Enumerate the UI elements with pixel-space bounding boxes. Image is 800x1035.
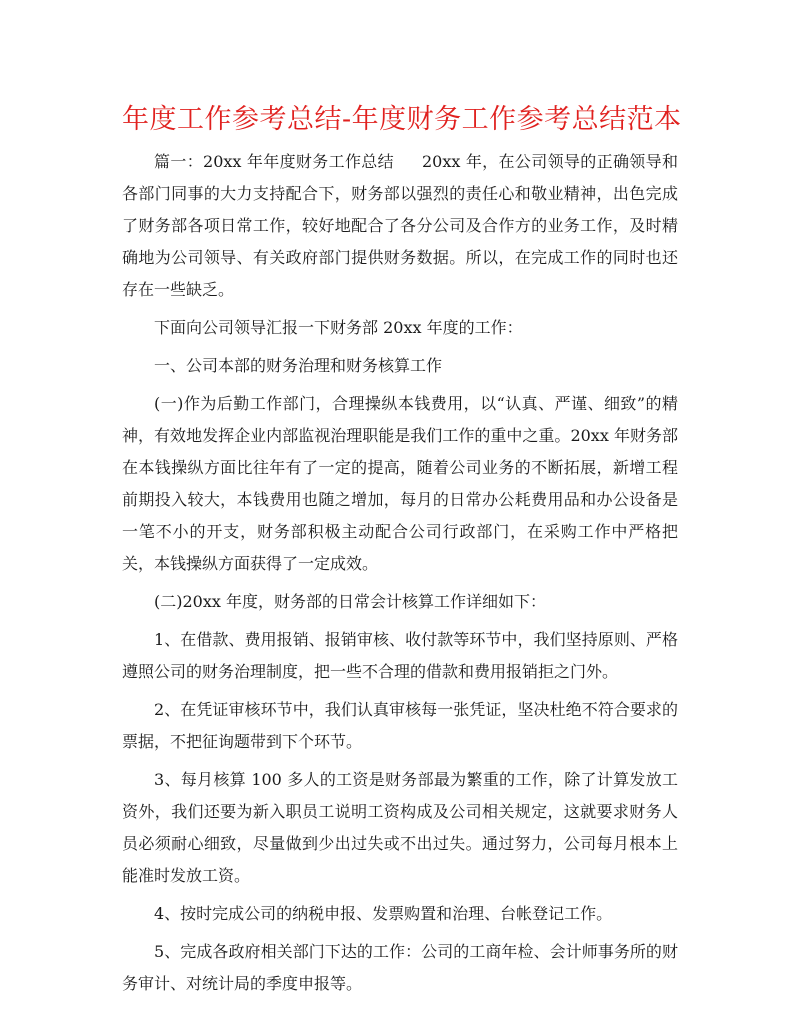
paragraph-report-intro: 下面向公司领导汇报一下财务部 20xx 年度的工作：: [154, 318, 523, 337]
list-item-5: 5、完成各政府相关部门下达的工作：公司的工商年检、会计师事务所的财务审计、对统计局的季度申报等。: [122, 942, 678, 993]
section-heading-1: 一、公司本部的财务治理和财务核算工作: [154, 356, 443, 375]
paragraph-accounting-intro: (二)20xx 年度，财务部的日常会计核算工作详细如下：: [154, 592, 546, 611]
document-page: [122, 100, 682, 1006]
paragraph-cost-control: (一)作为后勤工作部门，合理操纵本钱费用，以“认真、严谨、细致”的精神，有效地发挥企业内部监视治理职能是我们工作的重中之重。20xx 年财务部在本钱操纵方面比往年有了一定的提高，随着公司业务的不断拓展，新增工程前期投入较大，本钱费用也随之增加，每月的日常办公耗费用品和办公设备是一笔不小的开支，财务部积极主动配合公司行政部门，在采购工作中严格把关，本钱操纵方面获得了一定成效。: [122, 394, 678, 573]
list-item-1: 1、在借款、费用报销、报销审核、收付款等环节中，我们坚持原则、严格遵照公司的财务治理制度，把一些不合理的借款和费用报销拒之门外。: [122, 630, 678, 681]
intro-text: 20xx 年，在公司领导的正确领导和各部门同事的大力支持配合下，财务部以强烈的责任心和敬业精神，出色完成了财务部各项日常工作，较好地配合了各分公司及合作方的业务工作，及时精确地为公司领导、有关政府部门提供财务数据。所以，在完成工作的同时也还存在一些缺乏。: [122, 152, 678, 299]
list-item-3: 3、每月核算 100 多人的工资是财务部最为繁重的工作，除了计算发放工资外，我们还要为新入职员工说明工资构成及公司相关规定，这就要求财务人员必须耐心细致，尽量做到少出过失或不出过失。通过努力，公司每月根本上能准时发放工资。: [122, 770, 678, 885]
intro-lead: 篇一：20xx 年年度财务工作总结: [154, 152, 394, 171]
list-item-2: 2、在凭证审核环节中，我们认真审核每一张凭证，坚决杜绝不符合要求的票据，不把征询题带到下个环节。: [122, 700, 678, 751]
document-title: 年度工作参考总结-年度财务工作参考总结范本: [122, 104, 682, 135]
list-item-4: 4、按时完成公司的纳税申报、发票购置和治理、台帐登记工作。: [154, 904, 613, 923]
paragraph-intro: [122, 146, 678, 306]
